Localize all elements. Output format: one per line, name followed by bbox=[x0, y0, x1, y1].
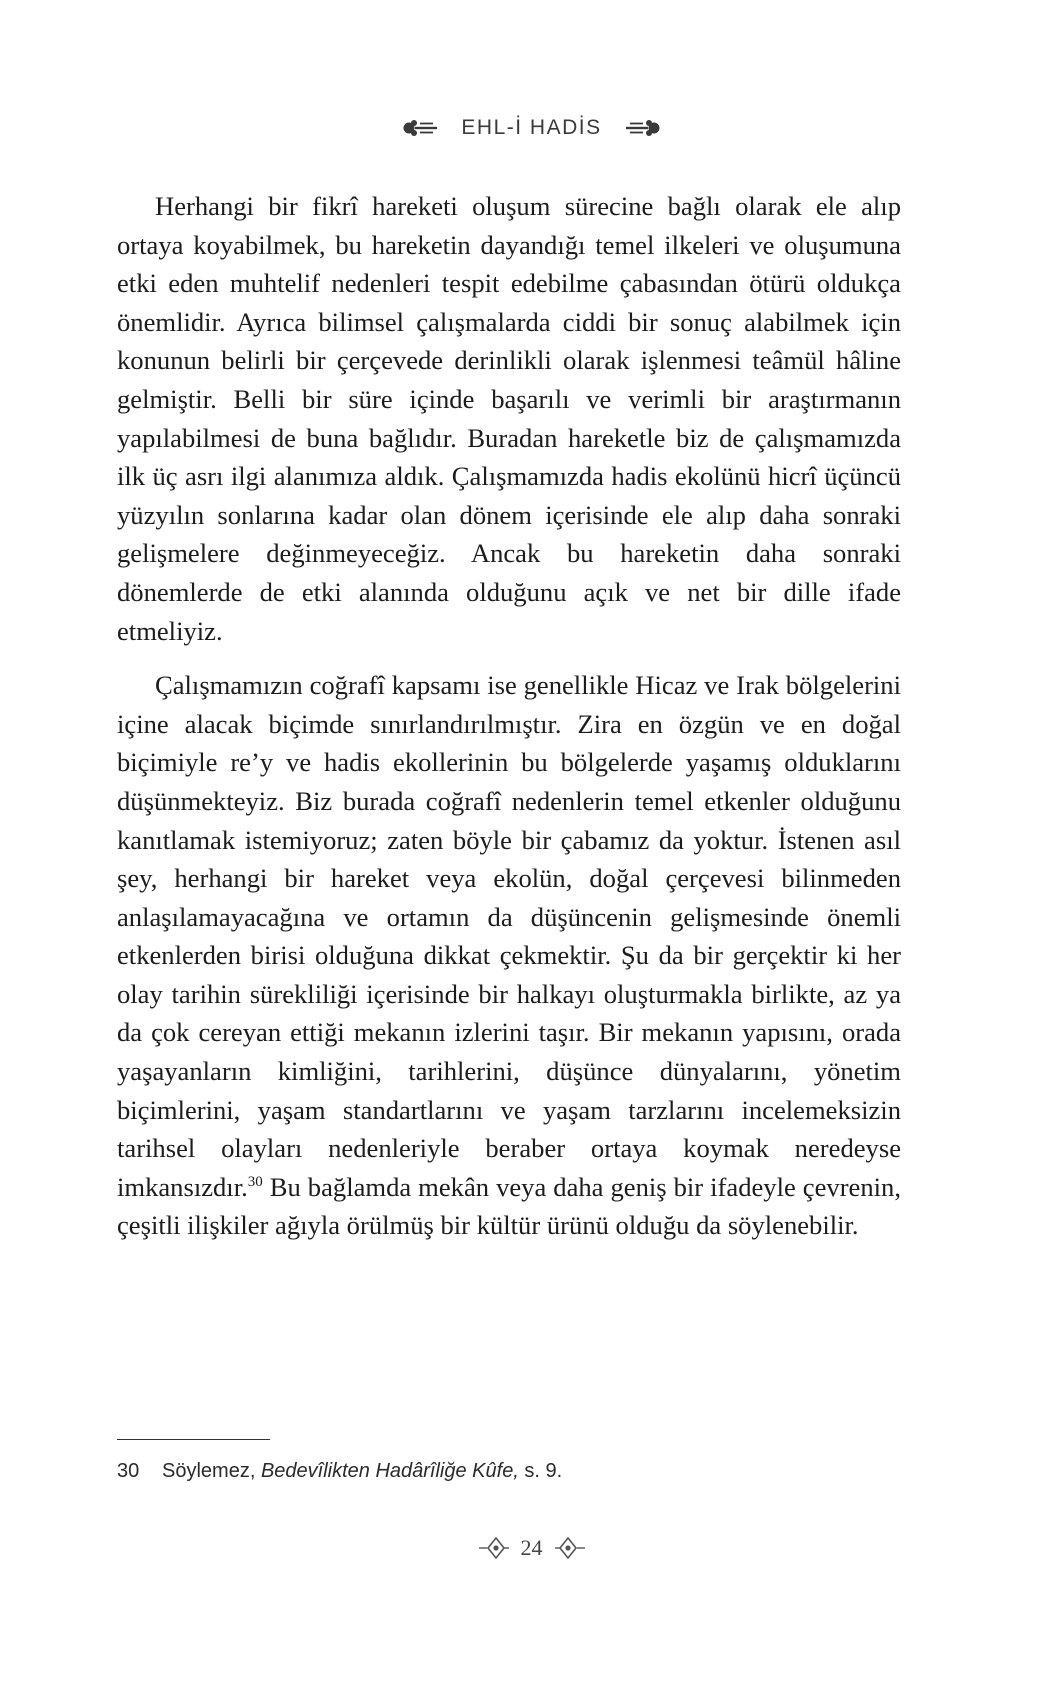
running-header-title: EHL-İ HADİS bbox=[461, 116, 602, 139]
footnote-reference[interactable]: 30 bbox=[247, 1173, 263, 1190]
paragraph-text: Herhangi bir fikrî hareketi oluşum sürecine bağlı olarak ele alıp ortaya koyabilmek, bu hareketin dayandığı temel ilkeleri ve oluşumuna etki eden muhtelif nedenleri tespit edebilme çabasından ötürü oldukça önemlidir. Ayrıca bilimsel çalışmalarda ciddi bir sonuç alabilmek için konunun belirli bir çerçevede derinlikli olarak işlenmesi teâmül hâline gelmiştir. Belli bir süre içinde başarılı ve verimli bir araştırmanın yapılabilmesi de buna bağlıdır. Buradan hareketle biz de çalışmamızda ilk üç asrı ilgi alanımıza aldık. Çalışmamızda hadis ekolünü hicrî üçüncü yüzyılın sonlarına kadar olan dönem içerisinde ele alıp daha sonraki gelişmelere değinmeyeceğiz. Ancak bu hareketin daha sonraki dönemlerde de etki alanında olduğunu açık ve net bir dille ifade etmeliyiz. bbox=[117, 191, 901, 646]
page-number: 24 bbox=[520, 1535, 543, 1560]
footnote-divider bbox=[117, 1439, 270, 1440]
body-text bbox=[117, 187, 901, 1245]
floral-ornament-icon bbox=[401, 118, 439, 138]
running-header bbox=[0, 110, 1063, 146]
floral-ornament-icon bbox=[624, 118, 662, 138]
footnote-title: Bedevîlikten Hadârîliğe Kûfe, bbox=[260, 1460, 519, 1482]
paragraph-text: Çalışmamızın coğrafî kapsamı ise genellikle Hicaz ve Irak bölgelerini içine alacak biçimde sınırlandırılmıştır. Zira en özgün ve en doğal biçimiyle re’y ve hadis ekollerinin bu bölgelerde yaşamış olduklarını düşünmekteyiz. Biz burada coğrafî nedenlerin temel etkenler olduğunu kanıtlamak istemiyoruz; zaten böyle bir çabamız da yoktur. İstenen asıl şey, herhangi bir hareket veya ekolün, doğal çerçevesi bilinmeden anlaşılamayacağına ve ortamın da düşüncenin gelişmesinde önemli etkenlerden birisi olduğuna dikkat çekmektir. Şu da bir gerçektir ki her olay tarihin sürekliliği içerisinde bir halkayı oluşturmakla birlikte, az ya da çok cereyan ettiği mekanın izlerini taşır. Bir mekanın yapısını, orada yaşayanların kimliğini, tarihlerini, düşünce dünyalarını, yönetim biçimlerini, yaşam standartlarını ve yaşam tarzlarını incelemeksizin tarihsel olayları nedenleriyle beraber ortaya koymak neredeyse imkansızdır. bbox=[117, 670, 901, 1202]
footnote-pages: s. 9. bbox=[518, 1460, 563, 1482]
paragraph-1 bbox=[117, 187, 901, 650]
paragraph-2 bbox=[117, 666, 901, 1245]
page-number-block bbox=[0, 1533, 1063, 1563]
diamond-ornament-icon bbox=[479, 1535, 509, 1561]
paragraph-text-continued: Bu bağlamda mekân veya daha geniş bir ifadeyle çevrenin, çeşitli ilişkiler ağıyla örülmüş bir kültür ürünü olduğu da söylenebilir. bbox=[117, 1171, 901, 1241]
diamond-ornament-icon bbox=[555, 1535, 585, 1561]
footnote bbox=[117, 1460, 901, 1483]
footnote-author: Söylemez, bbox=[162, 1460, 261, 1482]
footnote-number: 30 bbox=[117, 1460, 140, 1482]
